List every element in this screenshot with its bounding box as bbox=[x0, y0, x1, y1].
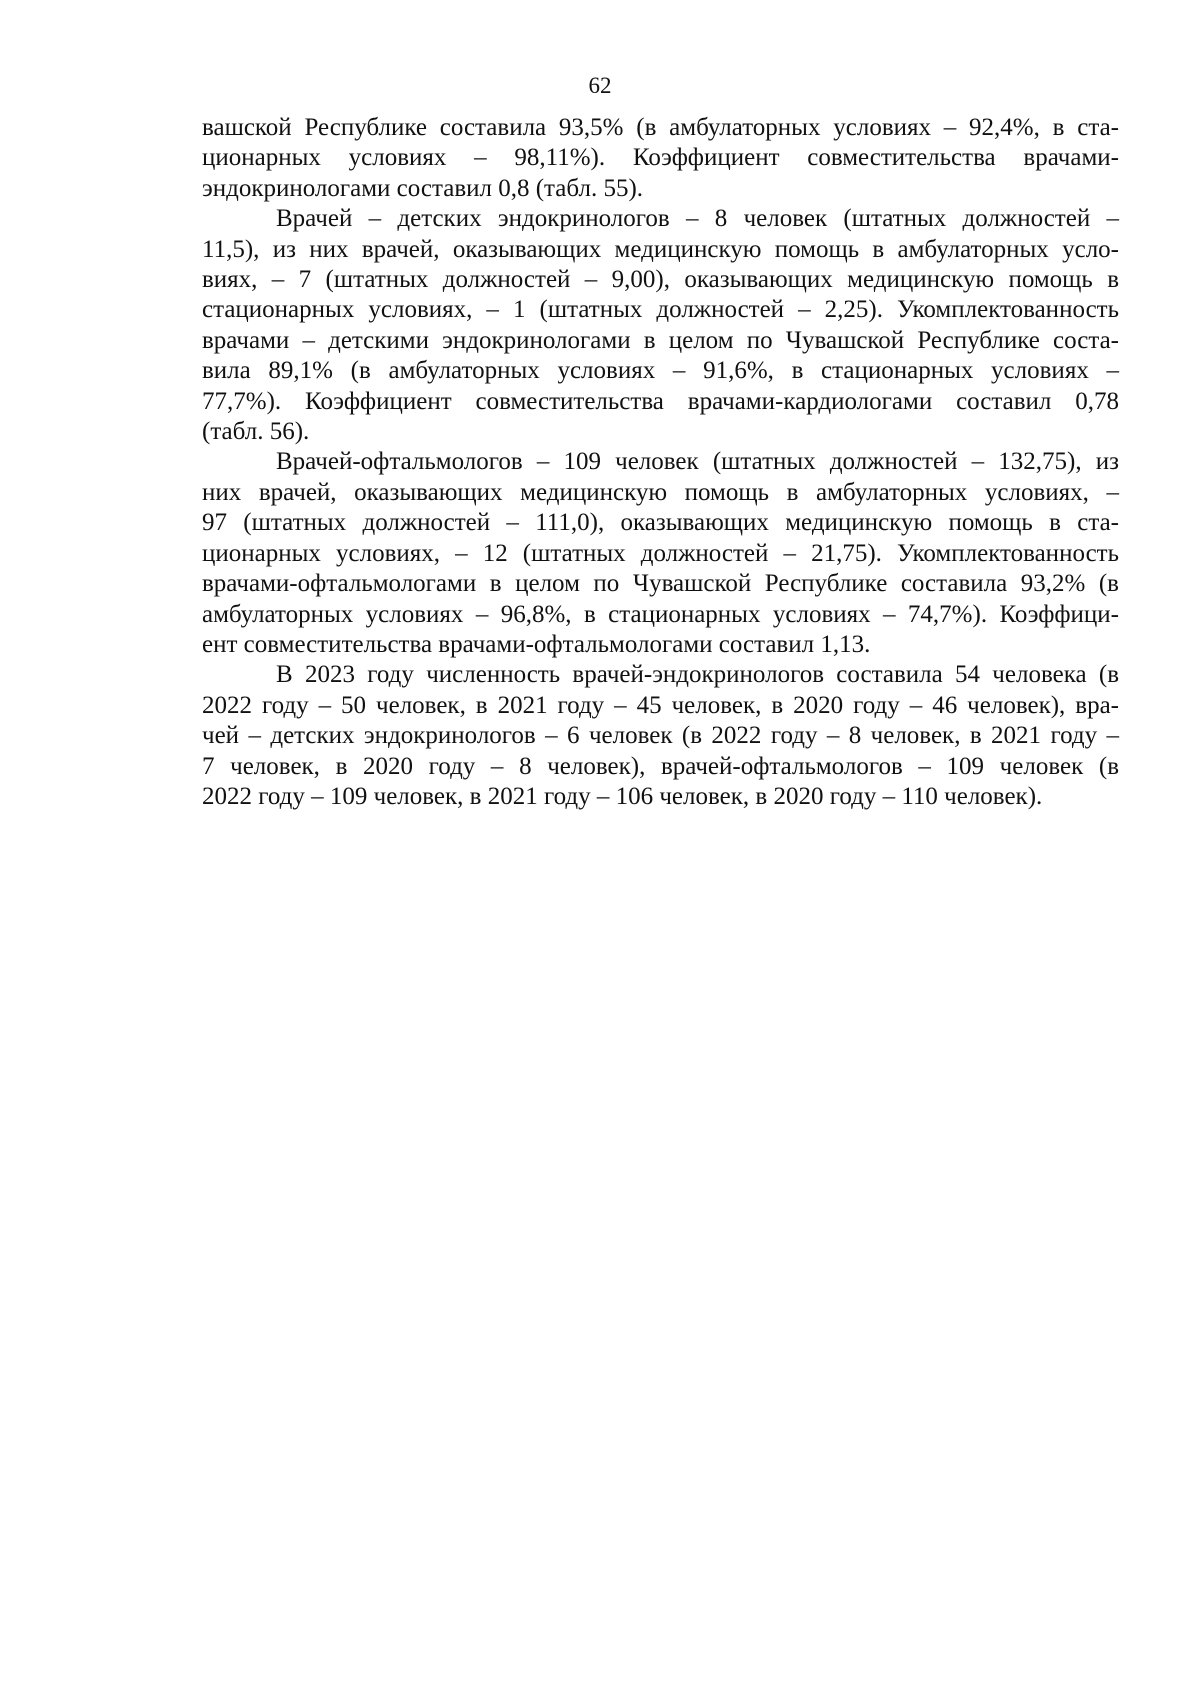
text-line: чей – детских эндокринологов – 6 человек (в 2022 году – 8 человек, в 2021 году – bbox=[202, 722, 1119, 750]
text-line: вашской Республике составила 93,5% (в амбулаторных условиях – 92,4%, в ста- bbox=[202, 114, 1119, 141]
paragraph-3 bbox=[202, 447, 1119, 660]
text-line: виях, – 7 (штатных должностей – 9,00), оказывающих медицинскую помощь в bbox=[202, 266, 1119, 294]
text-line: 77,7%). Коэффициент совместительства врачами-кардиологами составил 0,78 bbox=[202, 387, 1119, 415]
text-line: 2022 году – 50 человек, в 2021 году – 45 человек, в 2020 году – 46 человек), вра- bbox=[202, 691, 1119, 719]
paragraph-2 bbox=[202, 204, 1119, 447]
paragraph-4 bbox=[202, 660, 1119, 812]
text-line: них врачей, оказывающих медицинскую помощь в амбулаторных условиях, – bbox=[202, 478, 1119, 506]
text-line: ент совместительства врачами-офтальмологами составил 1,13. bbox=[202, 630, 871, 658]
text-line: врачами – детскими эндокринологами в целом по Чувашской Республике соста- bbox=[202, 326, 1119, 354]
page-number: 62 bbox=[588, 73, 612, 98]
body-text bbox=[202, 113, 1119, 812]
text-line: Врачей – детских эндокринологов – 8 человек (штатных должностей – bbox=[276, 205, 1119, 233]
text-line: 2022 году – 109 человек, в 2021 году – 106 человек, в 2020 году – 110 человек). bbox=[202, 782, 1043, 810]
text-line: ционарных условиях – 98,11%). Коэффициент совместительства врачами- bbox=[202, 144, 1119, 172]
text-line: эндокринологами составил 0,8 (табл. 55). bbox=[202, 174, 644, 202]
text-line: 97 (штатных должностей – 111,0), оказывающих медицинскую помощь в ста- bbox=[202, 509, 1119, 537]
text-line: В 2023 году численность врачей-эндокринологов составила 54 человека (в bbox=[276, 661, 1119, 689]
text-line: Врачей-офтальмологов – 109 человек (штатных должностей – 132,75), из bbox=[276, 448, 1119, 476]
text-line: амбулаторных условиях – 96,8%, в стационарных условиях – 74,7%). Коэффици- bbox=[202, 600, 1119, 628]
text-line: (табл. 56). bbox=[202, 418, 310, 446]
paragraph-1 bbox=[202, 113, 1119, 204]
text-line: ционарных условиях, – 12 (штатных должностей – 21,75). Укомплектованность bbox=[202, 539, 1119, 567]
text-line: стационарных условиях, – 1 (штатных должностей – 2,25). Укомплектованность bbox=[202, 296, 1119, 324]
text-line: 11,5), из них врачей, оказывающих медицинскую помощь в амбулаторных усло- bbox=[202, 235, 1119, 263]
text-line: врачами-офтальмологами в целом по Чувашской Республике составила 93,2% (в bbox=[202, 570, 1119, 598]
text-line: 7 человек, в 2020 году – 8 человек), врачей-офтальмологов – 109 человек (в bbox=[202, 752, 1119, 780]
text-line: вила 89,1% (в амбулаторных условиях – 91,6%, в стационарных условиях – bbox=[202, 357, 1119, 385]
